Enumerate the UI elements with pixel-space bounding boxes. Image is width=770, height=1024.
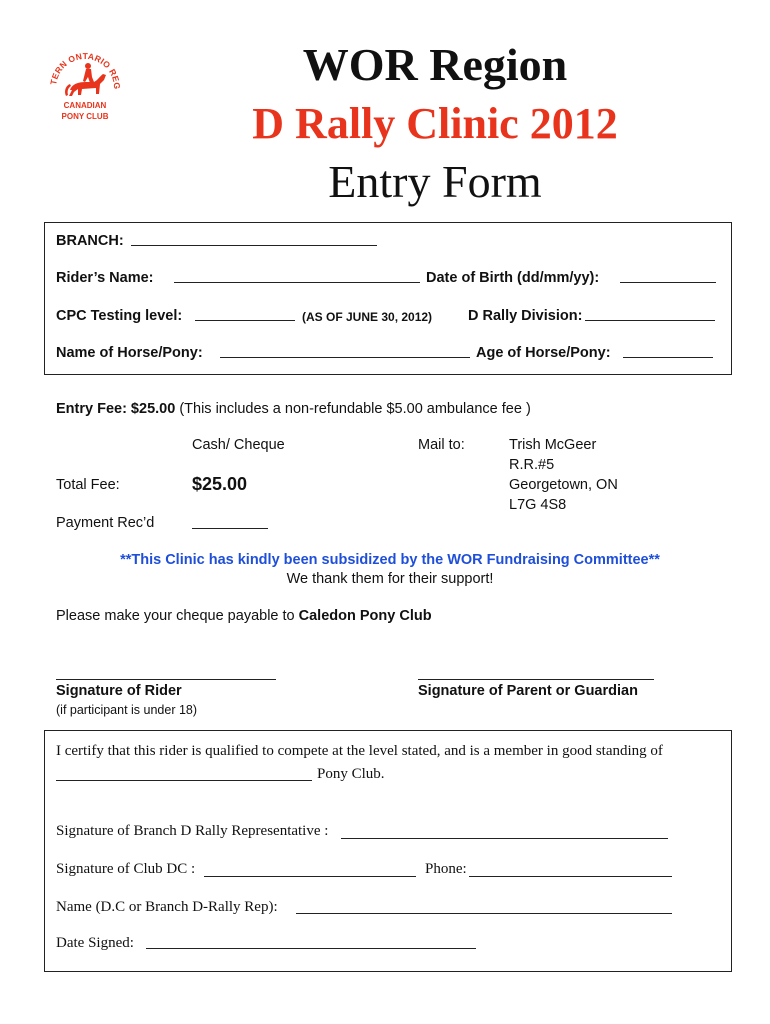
mail-address-line: Trish McGeer xyxy=(509,437,597,453)
branch-rep-signature-label: Signature of Branch D Rally Representative : xyxy=(56,823,329,839)
division-field[interactable] xyxy=(585,320,715,321)
certification-statement: I certify that this rider is qualified to compete at the level stated, and is a member in good standing of xyxy=(56,743,663,759)
cpc-level-label: CPC Testing level: xyxy=(56,308,183,324)
branch-rep-signature-field[interactable] xyxy=(341,838,668,839)
cpc-level-field[interactable] xyxy=(195,320,295,321)
club-dc-signature-label: Signature of Club DC : xyxy=(56,861,196,877)
rider-name-field[interactable] xyxy=(174,282,420,283)
total-fee-label: Total Fee: xyxy=(56,477,120,493)
mail-to-label: Mail to: xyxy=(418,437,465,453)
entry-fee-line xyxy=(56,401,531,417)
rider-signature-field[interactable] xyxy=(56,679,276,680)
phone-label: Phone: xyxy=(425,861,467,877)
dob-label: Date of Birth (dd/mm/yy): xyxy=(426,270,600,286)
parent-signature-field[interactable] xyxy=(418,679,654,680)
logo-arc-text: TERN ONTARIO REG xyxy=(48,50,122,90)
canadian-pony-club-logo xyxy=(48,44,122,128)
pony-club-suffix: Pony Club. xyxy=(317,766,385,782)
division-label: D Rally Division: xyxy=(468,308,583,324)
branch-field[interactable] xyxy=(131,245,377,246)
dc-name-label: Name (D.C or Branch D-Rally Rep): xyxy=(56,899,278,915)
rider-signature-note: (if participant is under 18) xyxy=(56,703,198,717)
payment-method: Cash/ Cheque xyxy=(192,437,285,453)
horse-age-field[interactable] xyxy=(623,357,713,358)
rider-name-label: Rider’s Name: xyxy=(56,270,154,286)
entry-fee-label: Entry Fee: $25.00 xyxy=(56,401,176,417)
mail-address-line: L7G 4S8 xyxy=(509,497,567,513)
horse-name-label: Name of Horse/Pony: xyxy=(56,345,203,361)
payment-recd-label: Payment Rec’d xyxy=(56,515,155,531)
horse-name-field[interactable] xyxy=(220,357,470,358)
total-fee-value: $25.00 xyxy=(192,474,248,494)
header-title-clinic: D Rally Clinic 2012 xyxy=(252,99,618,148)
certification-box xyxy=(44,730,732,972)
cheque-payable-prefix: Please make your cheque payable to xyxy=(56,608,299,624)
date-signed-field[interactable] xyxy=(146,948,476,949)
cpc-level-note: (AS OF JUNE 30, 2012) xyxy=(302,310,433,324)
dc-name-field[interactable] xyxy=(296,913,672,914)
subsidy-thanks: We thank them for their support! xyxy=(286,571,494,587)
dob-field[interactable] xyxy=(620,282,716,283)
horse-rider-icon xyxy=(65,63,106,96)
cheque-payable-line xyxy=(56,608,432,624)
subsidy-notice: **This Clinic has kindly been subsidized by the WOR Fundraising Committee** xyxy=(120,552,660,568)
logo-text-canadian: CANADIAN xyxy=(63,101,107,110)
payment-recd-field[interactable] xyxy=(192,528,268,529)
mail-address-line: Georgetown, ON xyxy=(509,477,618,493)
club-dc-signature-field[interactable] xyxy=(204,876,416,877)
horse-age-label: Age of Horse/Pony: xyxy=(476,345,611,361)
date-signed-label: Date Signed: xyxy=(56,935,134,951)
logo-text-pony-club: PONY CLUB xyxy=(61,112,109,121)
entry-fee-note: (This includes a non-refundable $5.00 ambulance fee ) xyxy=(179,401,531,417)
header-title-entry-form: Entry Form xyxy=(328,156,542,207)
branch-label: BRANCH: xyxy=(56,233,124,249)
rider-signature-label: Signature of Rider xyxy=(56,683,182,699)
mail-address-line: R.R.#5 xyxy=(509,457,555,473)
pony-club-name-field[interactable] xyxy=(56,780,312,781)
phone-field[interactable] xyxy=(469,876,672,877)
header-title-region: WOR Region xyxy=(302,39,568,90)
parent-signature-label: Signature of Parent or Guardian xyxy=(418,683,638,699)
cheque-payee: Caledon Pony Club xyxy=(298,608,432,624)
